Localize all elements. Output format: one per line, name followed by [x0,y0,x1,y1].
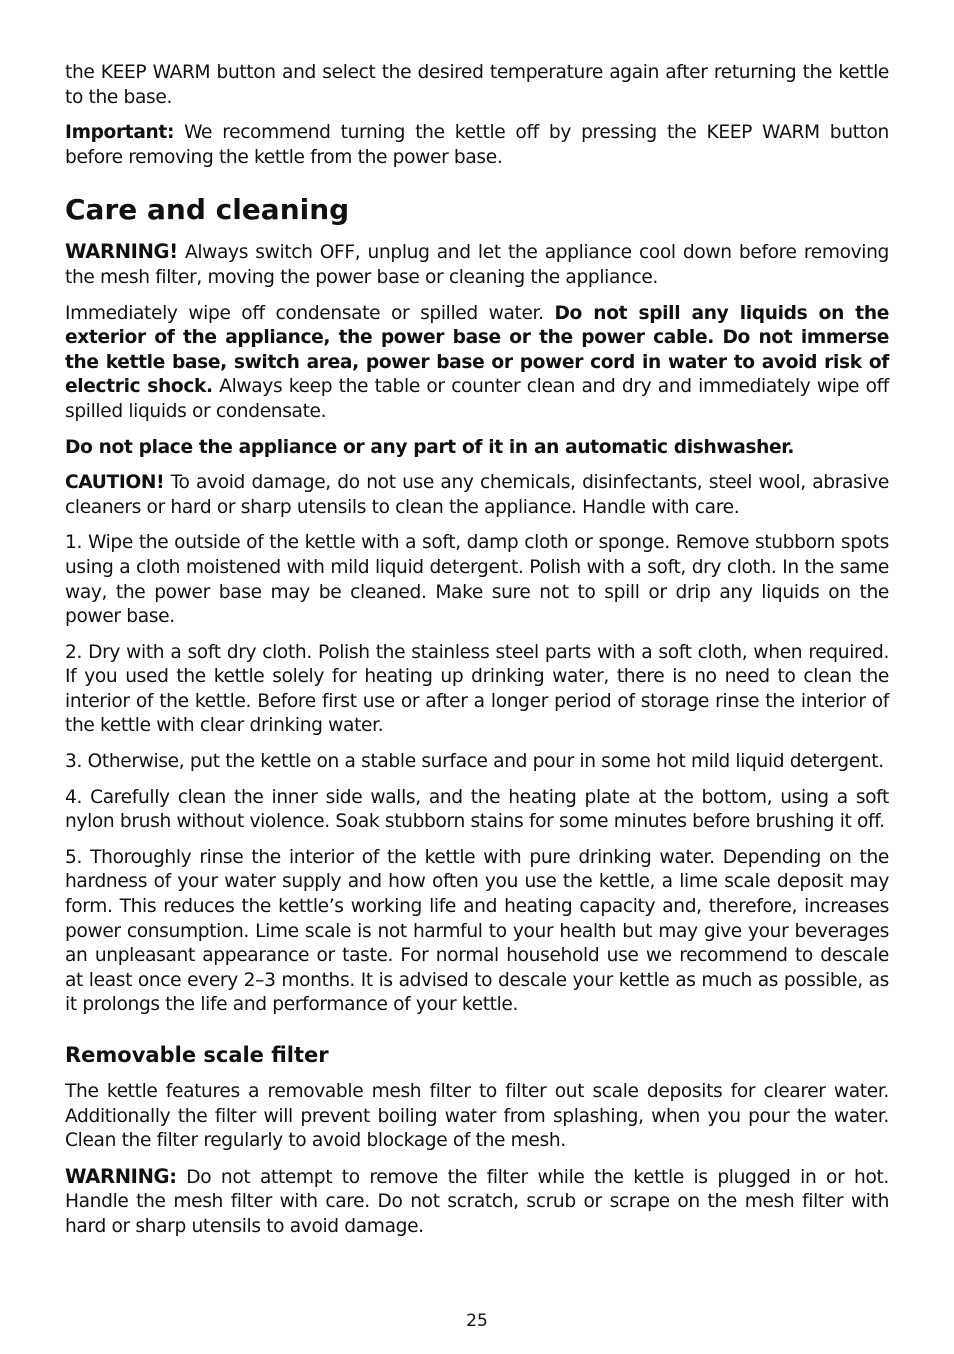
step-number: 3. [65,751,83,773]
step-number: 4. [65,786,83,808]
intro-paragraph: the KEEP WARM button and select the desired temperature again after returning the kettle to the base. [65,62,889,108]
step-1 [65,531,889,629]
step-text: Thoroughly rinse the interior of the kettle with pure drinking water. Depending on the hardness of your water supply and how often you use the kettle, a lime scale deposit may form. This reduces the kettle’s working life and heating capacity and, therefore, increases power consumption. Lime scale is not harmful to your health but may give your beverages an unpleasant appearance or taste. For normal household use we recommend to descale at least once every 2–3 months. It is advised to descale your kettle as much as possible, as it prolongs the life and performance of your kettle. [65,846,889,1016]
dishwasher-warning: Do not place the appliance or any part of it in an automatic dishwasher. [65,436,795,458]
wipe-text-2: Always keep the table or counter clean and dry and immediately wipe off spilled liquids or condensate. [65,376,889,422]
step-text: Carefully clean the inner side walls, and the heating plate at the bottom, using a soft nylon brush without violence. Soak stubborn stains for some minutes before brushing it off. [65,786,889,833]
caution-text: To avoid damage, do not use any chemicals, disinfectants, steel wool, abrasive cleaners or hard or sharp utensils to clean the appliance. Handle with care. [65,472,889,518]
caution-paragraph [65,471,889,520]
step-number: 2. [65,641,83,663]
step-text: Otherwise, put the kettle on a stable surface and pour in some hot mild liquid detergent. [87,751,884,773]
step-3 [65,750,889,775]
page-content [65,61,889,1251]
page-number: 25 [466,1311,488,1331]
filter-warning-label: WARNING: [65,1164,177,1188]
step-4 [65,786,889,835]
step-2 [65,641,889,739]
important-paragraph [65,121,889,170]
important-label: Important: [65,122,175,144]
wipe-text-1: Immediately wipe off condensate or spilled water. [65,302,555,324]
step-5 [65,846,889,1018]
care-heading: Care and cleaning [65,193,350,227]
filter-warning-text: Do not attempt to remove the filter while the kettle is plugged in or hot. Handle the mesh filter with care. Do not scratch, scrub or scrape on the mesh filter with hard or sharp utensils to avoid damage. [65,1166,889,1237]
step-number: 5. [65,846,83,868]
caution-label: CAUTION! [65,472,165,494]
step-number: 1. [65,532,83,554]
filter-paragraph: The kettle features a removable mesh filter to filter out scale deposits for clearer water. Additionally the filter will prevent boiling water from splashing, when you pour the water. Clean the filter regularly to avoid blockage of the mesh. [65,1081,889,1152]
filter-heading: Removable scale filter [65,1043,329,1067]
filter-warning-paragraph [65,1165,889,1240]
care-warning-paragraph [65,240,889,290]
wipe-paragraph [65,302,889,425]
care-warning-text: Always switch OFF, unplug and let the appliance cool down before removing the mesh filter, moving the power base or cleaning the appliance. [65,242,889,288]
step-text: Dry with a soft dry cloth. Polish the stainless steel parts with a soft cloth, when required. If you used the kettle solely for heating up drinking water, there is no need to clean the interior of the kettle. Before first use or after a longer period of storage rinse the interior of the kettle with clear drinking water. [65,641,890,737]
step-text: Wipe the outside of the kettle with a soft, damp cloth or sponge. Remove stubborn spots using a cloth moistened with mild liquid detergent. Polish with a soft, dry cloth. In the same way, the power base may be cleaned. Make sure not to spill or drip any liquids on the power base. [65,532,889,628]
important-text: We recommend turning the kettle off by pressing the KEEP WARM button before removing the kettle from the power base. [65,122,889,168]
wipe-bold-text: Do not spill any liquids on the exterior of the appliance, the power base or the power cable. Do not immerse the kettle base, switch area, power base or power cord in water to avoid risk of electric shock. [65,302,889,398]
care-warning-label: WARNING! [65,240,178,264]
